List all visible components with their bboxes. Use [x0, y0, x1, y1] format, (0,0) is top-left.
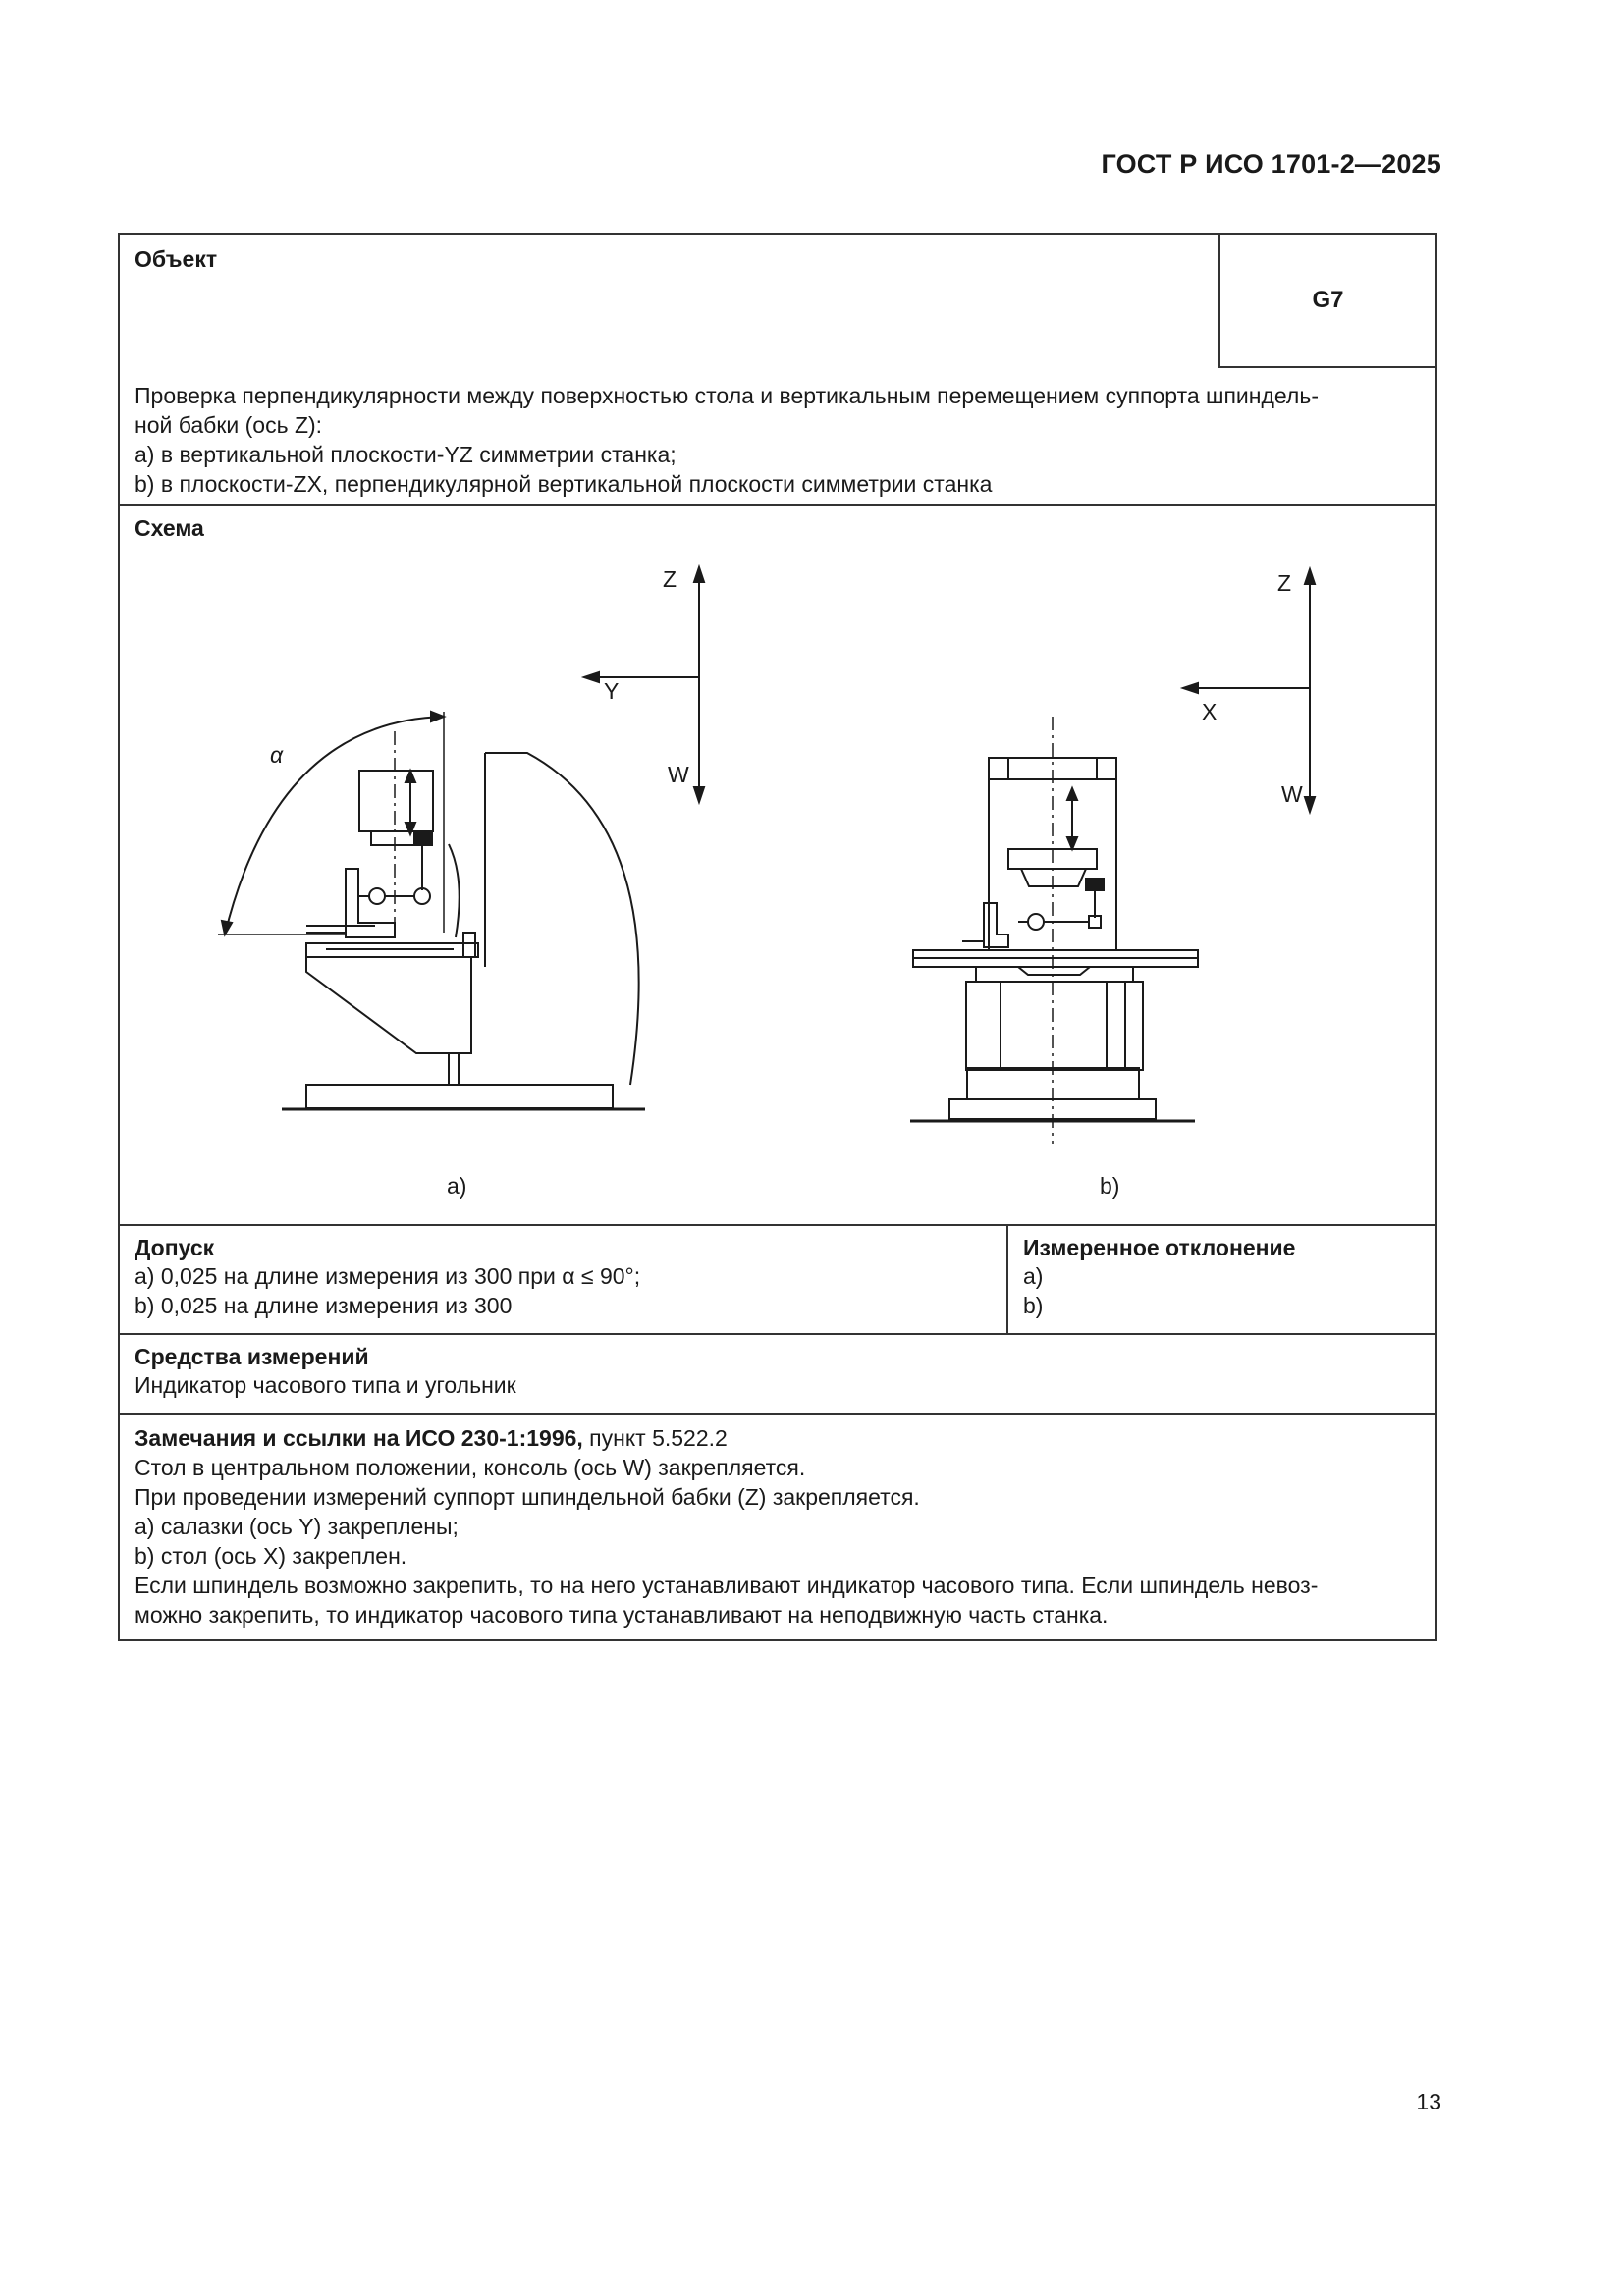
object-line: Проверка перпендикулярности между поверхностью стола и вертикальным перемещением суппорта шпиндель- — [135, 383, 1319, 408]
object-section — [120, 235, 1435, 506]
notes-heading — [135, 1423, 1421, 1453]
document-header: ГОСТ Р ИСО 1701-2—2025 — [1101, 149, 1441, 179]
notes-reference: пункт 5.522.2 — [582, 1425, 728, 1451]
fig-b-machine-front-view — [910, 569, 1315, 1144]
page-number: 13 — [1416, 2089, 1441, 2114]
object-line: b) в плоскости-ZX, перпендикулярной вертикальной плоскости симметрии станка — [135, 471, 993, 497]
notes-section — [120, 1415, 1435, 1639]
notes-line: можно закрепить, то индикатор часового типа устанавливают на неподвижную часть станка. — [135, 1602, 1109, 1628]
test-code: G7 — [1312, 287, 1344, 313]
test-code-box — [1218, 235, 1435, 368]
deviation-cell — [1008, 1226, 1435, 1333]
tolerance-cell — [120, 1226, 1008, 1333]
instruments-section — [120, 1335, 1435, 1415]
object-line: ной бабки (ось Z): — [135, 412, 323, 438]
scheme-label: Схема — [135, 515, 204, 541]
fig-b-caption: b) — [1100, 1173, 1120, 1199]
notes-line: Если шпиндель возможно закрепить, то на него устанавливают индикатор часового типа. Если шпиндель невоз- — [135, 1573, 1319, 1598]
notes-line: a) салазки (ось Y) закреплены; — [135, 1514, 459, 1539]
fig-a-axis-w-label: W — [668, 762, 689, 787]
object-label: Объект — [135, 246, 218, 272]
test-sheet — [118, 233, 1437, 1641]
instruments-text: Индикатор часового типа и угольник — [135, 1372, 516, 1398]
notes-line: Стол в центральном положении, консоль (ось W) закрепляется. — [135, 1455, 806, 1480]
fig-a-machine-side-view — [218, 567, 704, 1109]
deviation-line: b) — [1023, 1293, 1044, 1318]
notes-line: При проведении измерений суппорт шпиндельной бабки (Z) закрепляется. — [135, 1484, 920, 1510]
tolerance-label: Допуск — [135, 1235, 215, 1260]
scheme-section — [120, 506, 1435, 1226]
deviation-line: a) — [1023, 1263, 1044, 1289]
tolerance-section — [120, 1226, 1435, 1335]
deviation-label: Измеренное отклонение — [1023, 1235, 1296, 1260]
object-line: a) в вертикальной плоскости-YZ симметрии станка; — [135, 442, 677, 467]
fig-a-axis-z-label: Z — [663, 566, 677, 592]
fig-b-axis-z-label: Z — [1277, 570, 1292, 596]
instruments-label: Средства измерений — [135, 1344, 369, 1369]
tolerance-line: b) 0,025 на длине измерения из 300 — [135, 1293, 513, 1318]
tolerance-line: a) 0,025 на длине измерения из 300 при α ≤ 90°; — [135, 1263, 641, 1289]
scheme-drawing — [120, 506, 1435, 1224]
fig-b-axis-w-label: W — [1281, 781, 1303, 807]
fig-a-caption: a) — [447, 1173, 467, 1199]
notes-line: b) стол (ось X) закреплен. — [135, 1543, 407, 1569]
notes-label: Замечания и ссылки на ИСО 230-1:1996, — [135, 1425, 583, 1451]
fig-a-angle-label: α — [270, 742, 284, 768]
fig-b-axis-x-label: X — [1202, 699, 1218, 724]
object-description — [135, 381, 1422, 499]
fig-a-axis-y-label: Y — [604, 678, 620, 704]
